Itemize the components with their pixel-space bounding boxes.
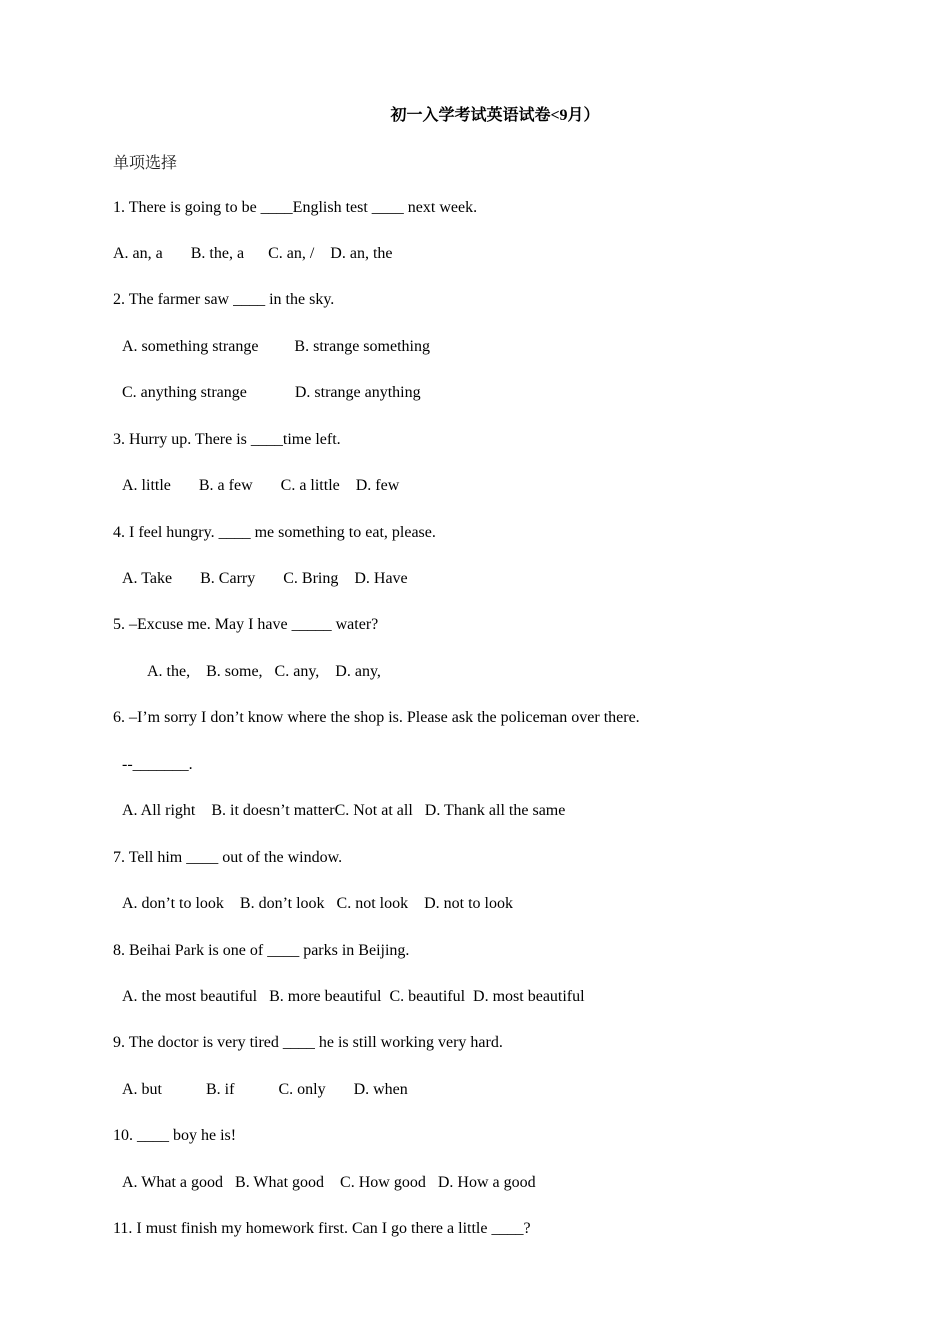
question-4-options: A. Take B. Carry C. Bring D. Have bbox=[122, 570, 408, 587]
question-8: 8. Beihai Park is one of ____ parks in Beijing. bbox=[113, 942, 410, 959]
question-10: 10. ____ boy he is! bbox=[113, 1127, 237, 1144]
question-10-options: A. What a good B. What good C. How good D. How a good bbox=[122, 1174, 536, 1191]
question-2: 2. The farmer saw ____ in the sky. bbox=[113, 291, 335, 308]
question-9-options: A. but B. if C. only D. when bbox=[122, 1081, 408, 1098]
question-8-options: A. the most beautiful B. more beautiful C. beautiful D. most beautiful bbox=[122, 988, 585, 1005]
question-6-options: A. All right B. it doesn’t matterC. Not at all D. Thank all the same bbox=[122, 802, 566, 819]
question-11: 11. I must finish my homework first. Can I go there a little ____? bbox=[113, 1220, 531, 1237]
question-7-options: A. don’t to look B. don’t look C. not look D. not to look bbox=[122, 895, 513, 912]
section-heading: 单项选择 bbox=[113, 153, 178, 172]
question-5-options: A. the, B. some, C. any, D. any, bbox=[147, 663, 381, 680]
question-3: 3. Hurry up. There is ____time left. bbox=[113, 431, 341, 448]
question-1: 1. There is going to be ____English test ____ next week. bbox=[113, 199, 478, 216]
question-9: 9. The doctor is very tired ____ he is still working very hard. bbox=[113, 1034, 503, 1051]
question-4: 4. I feel hungry. ____ me something to eat, please. bbox=[113, 524, 436, 541]
question-1-options: A. an, a B. the, a C. an, / D. an, the bbox=[113, 245, 393, 262]
question-2-options-cd: C. anything strange D. strange anything bbox=[122, 384, 421, 401]
question-7: 7. Tell him ____ out of the window. bbox=[113, 849, 343, 866]
question-2-options-ab: A. something strange B. strange something bbox=[122, 338, 430, 355]
question-6: 6. –I’m sorry I don’t know where the shop is. Please ask the policeman over there. bbox=[113, 709, 640, 726]
page-title: 初一入学考试英语试卷<9月） bbox=[390, 107, 600, 124]
question-6-reply: --_______. bbox=[122, 756, 193, 773]
question-5: 5. –Excuse me. May I have _____ water? bbox=[113, 616, 379, 633]
question-3-options: A. little B. a few C. a little D. few bbox=[122, 477, 400, 494]
